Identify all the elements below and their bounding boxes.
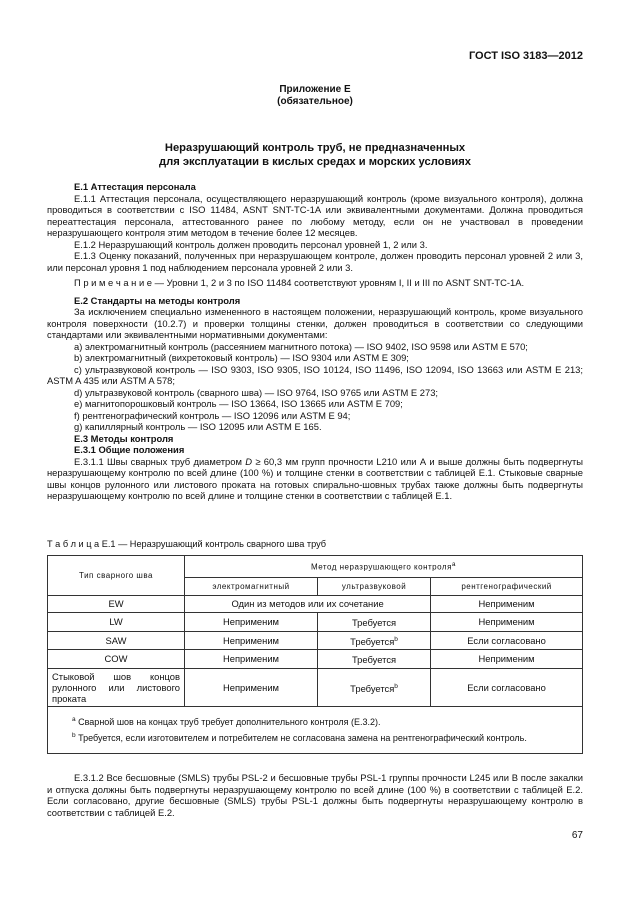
diameter-symbol: D (245, 455, 253, 467)
cell-rt: Неприменим (431, 613, 583, 632)
table-row (48, 650, 583, 669)
cell-ut-text: Требуется (350, 682, 395, 694)
list-item: b) электромагнитный (вихретоковый контроль) — ISO 9304 или ASTM E 309; (74, 352, 409, 363)
footnote-ref: b (394, 635, 398, 643)
annex-status: (обязательное) (277, 96, 353, 107)
cell-ut-text: Требуется (350, 635, 395, 647)
cell-rt: Неприменим (431, 650, 583, 669)
table-row (48, 613, 583, 632)
col-header-em: электромагнитный (185, 578, 318, 596)
cell-ut (317, 631, 430, 650)
table-row (48, 668, 583, 706)
note (47, 277, 583, 289)
cell-em: Неприменим (185, 650, 318, 669)
list-item: c) ультразвуковой контроль — ISO 9303, ISO 9305, ISO 10124, ISO 11496, ISO 12094, ISO 13663 или ASTM E 213; ASTM A 435 или ASTM A 578; (47, 363, 583, 386)
cell-rt: Если согласовано (431, 668, 583, 706)
list-item: a) электромагнитный контроль (рассеянием магнитного потока) — ISO 9402, ISO 9598 или ASTM E 570; (74, 340, 528, 352)
cell-ut (317, 650, 430, 669)
cell-type: SAW (48, 631, 185, 650)
section-e2-heading: Е.2 Стандарты на методы контроля (74, 294, 241, 306)
cell-ut-text: Требуется (351, 654, 397, 666)
col-header-ut: ультразвуковой (317, 578, 430, 596)
footnote-mark: a (72, 715, 76, 723)
table-caption-text: — Неразрушающий контроль сварного шва труб (115, 539, 327, 549)
table-caption-label: Т а б л и ц а Е.1 (47, 539, 116, 549)
list-item: e) магнитопорошковый контроль — ISO 13664, ISO 13665 или ASTM E 709; (74, 398, 403, 409)
cell-type: LW (48, 613, 185, 632)
cell-ut-text: Требуется (351, 617, 397, 629)
section-e3-heading: Е.3 Методы контроля (74, 432, 174, 444)
para-e1-3: Е.1.3 Оценку показаний, полученных при неразрушающем контроле, должен проводить персонал уровней 2 или 3, или персонал уровня 1 под наблюдением персонала уровней 2 или 3. (47, 250, 583, 273)
note-label: П р и м е ч а н и е (74, 277, 153, 288)
footnote-a (54, 713, 576, 729)
table-row (48, 631, 583, 650)
cell-ut (317, 668, 430, 706)
title-line-2: для эксплуатации в кислых средах и морских условиях (158, 156, 472, 168)
list-item: d) ультразвуковой контроль (сварного шва) — ISO 9764, ISO 9765 или ASTM E 273; (74, 386, 439, 398)
cell-em: Неприменим (185, 613, 318, 632)
title-line-1: Неразрушающий контроль труб, не предназначенных (164, 142, 466, 154)
body-text (47, 181, 583, 502)
list-item: g) капиллярный контроль — ISO 12095 или ASTM E 165. (74, 421, 322, 432)
col-header-type: Тип сварного шва (48, 556, 185, 596)
cell-type: COW (48, 650, 185, 669)
cell-merged: Один из методов или их сочетание (185, 596, 431, 613)
cell-type: Стыковой шов концов рулонного или листового проката (48, 668, 185, 706)
page-number: 67 (571, 830, 583, 841)
table-e1 (47, 555, 583, 754)
para-e1-2: Е.1.2 Неразрушающий контроль должен проводить персонал уровней 1, 2 или 3. (74, 238, 428, 250)
footnotes-cell (48, 706, 583, 753)
cell-rt: Неприменим (431, 596, 583, 613)
annex-main-title (0, 141, 630, 169)
cell-type: EW (48, 596, 185, 613)
list-item: f) рентгенографический контроль — ISO 12096 или ASTM E 94; (74, 409, 351, 421)
para-e3-1-1 (47, 456, 583, 502)
section-e31-heading: Е.3.1 Общие положения (74, 444, 185, 455)
cell-rt: Если согласовано (431, 631, 583, 650)
cell-em: Неприменим (185, 631, 318, 650)
cell-em: Неприменим (185, 668, 318, 706)
table-row (48, 596, 583, 613)
para-e2-intro: За исключением специально измененного в настоящем положении, неразрушающий контроль, кроме визуального контроля поверхности (10.2.7) и проверки толщины стенки, должен проводиться в соответствии со следующими стандартами или эквивалентными нормативными документами: (47, 306, 583, 340)
document-code: ГОСТ ISO 3183—2012 (468, 50, 583, 62)
col-header-method-text: Метод неразрушающего контроля (310, 563, 452, 573)
note-text: — Уровни 1, 2 и 3 по ISO 11484 соответствуют уровням I, II и III по ASNT SNT-TC-1A. (152, 277, 525, 288)
footnote-b-text: Требуется, если изготовителем и потребителем не согласована замена на рентгенографический контроль. (75, 732, 527, 743)
cell-ut (317, 613, 430, 632)
table-caption (47, 539, 583, 551)
para-e1-1: Е.1.1 Аттестация персонала, осуществляющего неразрушающий контроль (кроме визуального контроля), должна проводиться в соответствии с ISO 11484, ASNT SNT-TC-1A или эквивалентными документами. Должна проводиться переаттестация персонала, аттестованного ранее по любому методу, если он не участвовал в проведении неразрушающего контроля этим методом в течение более 12 месяцев. (47, 192, 583, 238)
footnote-mark: b (72, 731, 76, 739)
table-footnotes (48, 706, 583, 753)
para-e3-1-1-rest: ≥ 60,3 мм групп прочности L210 или А и выше должны быть подвергнуты неразрушающему контролю по всей длине (100 %) и толщине стенки в соответствии с таблицей Е.1. Стыковые сварные швы концов рулонного или листового проката на готовых спирально-шовных трубах также должны быть подвергнуты неразрушающему контролю по всей длине и толщине стенки в соответствии с таблицей Е.1. (47, 455, 583, 501)
col-header-method (185, 556, 583, 578)
section-e1-heading: Е.1 Аттестация персонала (74, 181, 196, 192)
annex-title: Приложение Е (279, 84, 351, 95)
footnote-b (54, 729, 576, 745)
body-text-2 (47, 772, 583, 818)
annex-heading (0, 84, 630, 108)
footnote-ref: a (451, 561, 457, 569)
col-header-rt: рентгенографический (431, 578, 583, 596)
footnote-ref: b (394, 682, 398, 690)
footnote-a-text: Сварной шов на концах труб требует дополнительного контроля (Е.3.2). (75, 716, 381, 727)
para-e3-1-2: Е.3.1.2 Все бесшовные (SMLS) трубы PSL-2 и бесшовные трубы PSL-1 группы прочности L245 или В после закалки и отпуска должны быть подвергнуты неразрушающему контролю по всей длине (100 %) в соответствии с таблицей Е.2. Если согласовано, другие бесшовные (SMLS) трубы PSL-1 должны быть подвергнуты неразрушающему контролю в соответствии с таблицей Е.2. (47, 772, 583, 818)
para-e3-1-1-start: Е.3.1.1 Швы сварных труб диаметром (74, 455, 246, 467)
